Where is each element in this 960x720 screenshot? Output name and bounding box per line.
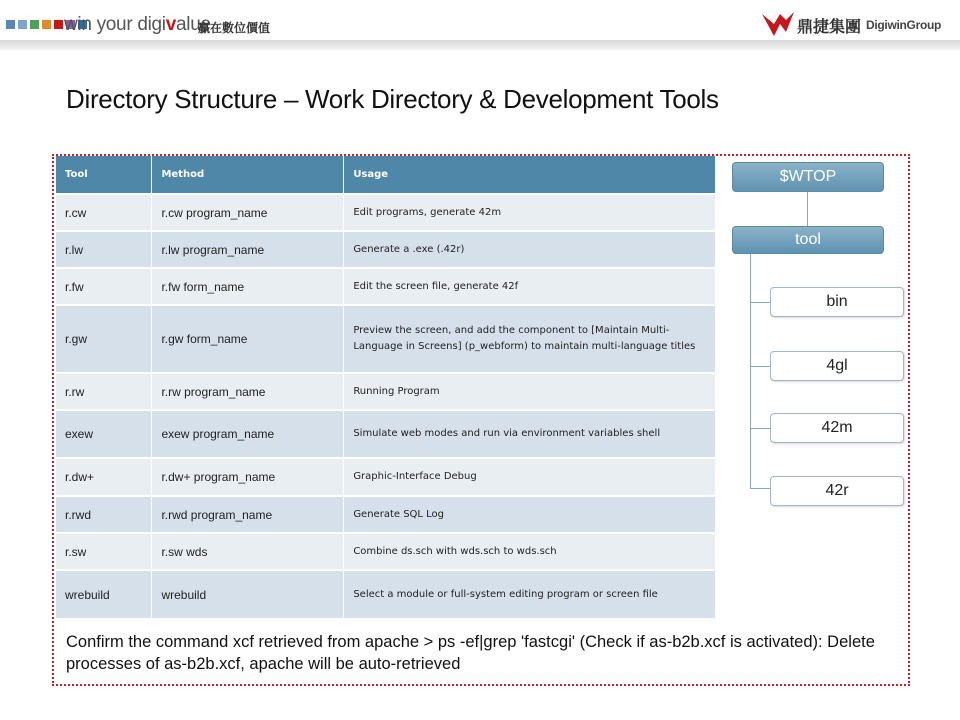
tree-connector-42m [750,428,770,429]
table-header-row [56,156,716,194]
tree-node-42r: 42r [770,476,904,506]
cell-method: r.rw program_name [152,373,344,410]
slogan-accent: v [165,14,176,35]
table-row [56,194,716,231]
brand-square [30,20,39,29]
table-row [56,268,716,305]
cell-usage: Select a module or full-system editing program or screen file [344,570,716,618]
cell-tool: r.cw [56,194,152,231]
cell-method: exew program_name [152,410,344,458]
table-row [56,533,716,570]
table-row [56,373,716,410]
cell-method: r.rwd program_name [152,496,344,533]
slogan [64,14,211,36]
cell-usage: Preview the screen, and add the component to [Maintain Multi-Language in Screens] (p_webform) to maintain multi-language titles [344,305,716,373]
cell-tool: r.rw [56,373,152,410]
cell-tool: r.fw [56,268,152,305]
cell-method: r.gw form_name [152,305,344,373]
cell-method: r.fw form_name [152,268,344,305]
table-row [56,496,716,533]
cell-method: r.lw program_name [152,231,344,268]
digiwin-logo-icon [760,10,796,40]
tree-connector-trunk [750,254,751,488]
header-bar [0,0,960,50]
tree-node-tool: tool [732,226,884,254]
cell-tool: exew [56,410,152,458]
group-name-english: DigiwinGroup [866,18,942,32]
group-name-chinese: 鼎捷集團 [797,19,862,36]
table-row [56,570,716,618]
cell-usage: Graphic-Interface Debug [344,458,716,496]
tree-connector-root [807,192,808,226]
brand-square [54,20,63,29]
slogan-prefix: win your digi [64,14,166,35]
cell-method: r.sw wds [152,533,344,570]
brand-square [6,20,15,29]
cell-tool: r.rwd [56,496,152,533]
tree-node-42m: 42m [770,413,904,443]
tree-connector-42r [750,488,770,489]
slogan-chinese: 贏在數位價值 [198,21,271,35]
tools-table [56,156,716,618]
cell-usage: Simulate web modes and run via environment variables shell [344,410,716,458]
cell-tool: r.gw [56,305,152,373]
brand-square [42,20,51,29]
tree-connector-bin [750,302,770,303]
cell-tool: r.dw+ [56,458,152,496]
table-row [56,458,716,496]
slogan-suffix: alue [176,14,211,35]
column-header-tool: Tool [56,156,152,194]
header-divider [0,40,960,50]
cell-tool: r.sw [56,533,152,570]
column-header-usage: Usage [344,156,716,194]
note-text: Confirm the command xcf retrieved from apache > ps -ef|grep 'fastcgi' (Check if as-b2b.xcf is activated): Delete processes of as-b2b.xcf, apache will be auto-retrieved [66,633,875,673]
page-title: Directory Structure – Work Directory & Development Tools [66,84,719,114]
tree-node-4gl: 4gl [770,351,904,381]
table-row [56,410,716,458]
cell-tool: r.lw [56,231,152,268]
table-row [56,231,716,268]
cell-usage: Edit the screen file, generate 42f [344,268,716,305]
cell-usage: Combine ds.sch with wds.sch to wds.sch [344,533,716,570]
cell-method: r.dw+ program_name [152,458,344,496]
column-header-method: Method [152,156,344,194]
table-row [56,305,716,373]
cell-method: r.cw program_name [152,194,344,231]
brand-square [18,20,27,29]
cell-usage: Running Program [344,373,716,410]
cell-usage: Generate a .exe (.42r) [344,231,716,268]
cell-tool: wrebuild [56,570,152,618]
tree-node-wtop: $WTOP [732,162,884,192]
tree-connector-4gl [750,366,770,367]
cell-method: wrebuild [152,570,344,618]
cell-usage: Edit programs, generate 42m [344,194,716,231]
tree-node-bin: bin [770,287,904,317]
cell-usage: Generate SQL Log [344,496,716,533]
